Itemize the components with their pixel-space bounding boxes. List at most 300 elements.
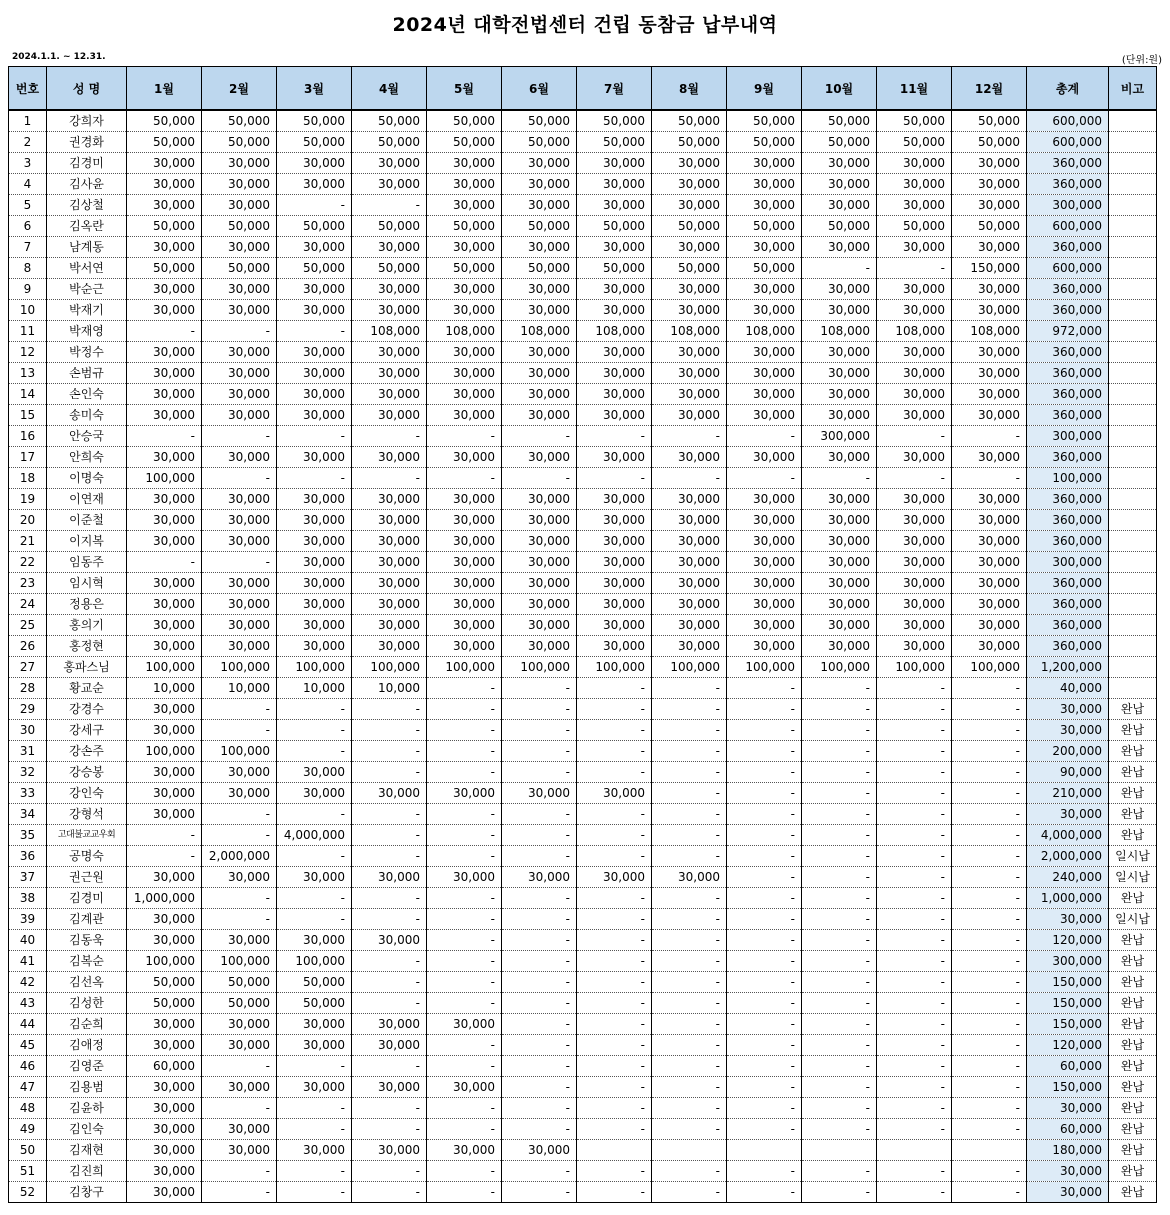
month-cell: 30,000 — [202, 867, 277, 888]
month-cell: - — [877, 888, 952, 909]
table-row — [9, 174, 1157, 195]
month-cell: - — [952, 468, 1027, 489]
total-cell: 300,000 — [1027, 951, 1109, 972]
number-cell: 16 — [9, 426, 47, 447]
month-cell: 30,000 — [877, 237, 952, 258]
total-cell: 4,000,000 — [1027, 825, 1109, 846]
month-cell: 30,000 — [352, 1077, 427, 1098]
month-cell: - — [277, 846, 352, 867]
month-cell: 50,000 — [802, 216, 877, 237]
month-cell: 30,000 — [877, 195, 952, 216]
remark-cell — [1109, 110, 1157, 132]
month-cell: 30,000 — [577, 279, 652, 300]
month-cell: - — [577, 1014, 652, 1035]
table-row — [9, 468, 1157, 489]
month-cell: - — [352, 951, 427, 972]
month-cell: 30,000 — [427, 783, 502, 804]
month-cell: - — [952, 720, 1027, 741]
total-cell: 100,000 — [1027, 468, 1109, 489]
month-cell: 30,000 — [952, 363, 1027, 384]
month-cell: 30,000 — [952, 510, 1027, 531]
month-cell: - — [877, 1056, 952, 1077]
month-cell: 30,000 — [427, 405, 502, 426]
number-cell: 4 — [9, 174, 47, 195]
month-cell: 30,000 — [127, 573, 202, 594]
table-row — [9, 1182, 1157, 1203]
month-cell: 50,000 — [877, 110, 952, 132]
month-cell: - — [427, 972, 502, 993]
month-cell: 30,000 — [127, 531, 202, 552]
month-cell: 50,000 — [727, 132, 802, 153]
month-cell: 30,000 — [277, 342, 352, 363]
month-cell: 30,000 — [427, 153, 502, 174]
total-cell: 30,000 — [1027, 1098, 1109, 1119]
month-cell: - — [952, 1182, 1027, 1203]
month-cell: 50,000 — [277, 216, 352, 237]
month-cell: 10,000 — [202, 678, 277, 699]
month-cell: 4,000,000 — [277, 825, 352, 846]
month-cell: - — [802, 930, 877, 951]
month-cell: - — [652, 783, 727, 804]
month-cell: 30,000 — [952, 342, 1027, 363]
month-cell: 30,000 — [127, 447, 202, 468]
month-cell: - — [952, 825, 1027, 846]
month-cell: - — [427, 951, 502, 972]
month-cell: 30,000 — [202, 783, 277, 804]
number-cell: 37 — [9, 867, 47, 888]
month-cell: 30,000 — [577, 447, 652, 468]
month-cell: 30,000 — [727, 195, 802, 216]
remark-cell — [1109, 279, 1157, 300]
month-cell: - — [352, 741, 427, 762]
table-row — [9, 447, 1157, 468]
month-cell: 30,000 — [352, 153, 427, 174]
month-cell: - — [952, 1077, 1027, 1098]
total-cell: 300,000 — [1027, 426, 1109, 447]
month-cell: 50,000 — [952, 216, 1027, 237]
month-cell: - — [952, 888, 1027, 909]
table-row — [9, 741, 1157, 762]
month-cell: - — [877, 972, 952, 993]
table-row — [9, 216, 1157, 237]
month-cell: 30,000 — [502, 552, 577, 573]
number-cell: 48 — [9, 1098, 47, 1119]
month-cell: - — [502, 1035, 577, 1056]
name-cell: 임동주 — [47, 552, 127, 573]
name-cell: 박재기 — [47, 300, 127, 321]
month-cell: 50,000 — [127, 258, 202, 279]
month-cell: - — [352, 426, 427, 447]
month-cell: 30,000 — [202, 762, 277, 783]
month-cell: - — [802, 1014, 877, 1035]
month-cell: 108,000 — [952, 321, 1027, 342]
month-cell: 50,000 — [352, 110, 427, 132]
total-cell: 360,000 — [1027, 342, 1109, 363]
remark-cell — [1109, 342, 1157, 363]
month-cell — [727, 1140, 802, 1161]
column-header: 7월 — [577, 67, 652, 111]
month-cell: - — [877, 867, 952, 888]
month-cell: - — [877, 804, 952, 825]
month-cell: 30,000 — [952, 153, 1027, 174]
month-cell: - — [502, 762, 577, 783]
month-cell: - — [652, 720, 727, 741]
month-cell: - — [577, 804, 652, 825]
month-cell: 50,000 — [652, 132, 727, 153]
table-row — [9, 972, 1157, 993]
month-cell: 30,000 — [352, 300, 427, 321]
month-cell: - — [952, 846, 1027, 867]
remark-cell — [1109, 237, 1157, 258]
month-cell: 30,000 — [352, 531, 427, 552]
month-cell: - — [427, 846, 502, 867]
month-cell: 108,000 — [502, 321, 577, 342]
month-cell: 30,000 — [877, 279, 952, 300]
remark-cell — [1109, 384, 1157, 405]
month-cell: 30,000 — [802, 447, 877, 468]
month-cell: - — [877, 951, 952, 972]
month-cell: 30,000 — [652, 867, 727, 888]
month-cell: 30,000 — [127, 783, 202, 804]
month-cell: - — [877, 699, 952, 720]
month-cell: - — [952, 930, 1027, 951]
month-cell: 30,000 — [652, 384, 727, 405]
month-cell: 30,000 — [952, 279, 1027, 300]
name-cell: 김용범 — [47, 1077, 127, 1098]
month-cell: 30,000 — [802, 384, 877, 405]
number-cell: 24 — [9, 594, 47, 615]
month-cell: 30,000 — [277, 1035, 352, 1056]
total-cell: 360,000 — [1027, 594, 1109, 615]
month-cell: 30,000 — [277, 594, 352, 615]
month-cell: 30,000 — [502, 636, 577, 657]
month-cell: 50,000 — [727, 110, 802, 132]
month-cell: 30,000 — [427, 489, 502, 510]
month-cell: 30,000 — [652, 279, 727, 300]
number-cell: 21 — [9, 531, 47, 552]
month-cell: 100,000 — [277, 657, 352, 678]
remark-cell — [1109, 174, 1157, 195]
month-cell: - — [802, 1056, 877, 1077]
name-cell: 송미숙 — [47, 405, 127, 426]
number-cell: 42 — [9, 972, 47, 993]
table-row — [9, 993, 1157, 1014]
month-cell: 1,000,000 — [127, 888, 202, 909]
month-cell: 30,000 — [427, 510, 502, 531]
number-cell: 22 — [9, 552, 47, 573]
month-cell: 30,000 — [577, 363, 652, 384]
month-cell: - — [727, 972, 802, 993]
month-cell: 30,000 — [802, 153, 877, 174]
name-cell: 이연재 — [47, 489, 127, 510]
total-cell: 60,000 — [1027, 1056, 1109, 1077]
month-cell: 30,000 — [202, 384, 277, 405]
month-cell: 30,000 — [577, 636, 652, 657]
month-cell: - — [202, 825, 277, 846]
month-cell: 30,000 — [277, 279, 352, 300]
month-cell: 30,000 — [652, 153, 727, 174]
month-cell: 30,000 — [352, 573, 427, 594]
remark-cell — [1109, 594, 1157, 615]
month-cell: 30,000 — [727, 573, 802, 594]
name-cell: 박순근 — [47, 279, 127, 300]
month-cell: - — [427, 1119, 502, 1140]
number-cell: 50 — [9, 1140, 47, 1161]
month-cell: 30,000 — [127, 279, 202, 300]
table-row — [9, 153, 1157, 174]
month-cell: 30,000 — [427, 195, 502, 216]
month-cell: - — [352, 846, 427, 867]
month-cell: - — [652, 1056, 727, 1077]
number-cell: 33 — [9, 783, 47, 804]
month-cell: - — [877, 1035, 952, 1056]
total-cell: 300,000 — [1027, 552, 1109, 573]
month-cell: - — [427, 1056, 502, 1077]
month-cell: - — [802, 678, 877, 699]
month-cell: - — [802, 951, 877, 972]
month-cell: - — [952, 804, 1027, 825]
month-cell: - — [502, 468, 577, 489]
month-cell: 30,000 — [952, 489, 1027, 510]
month-cell: 30,000 — [952, 531, 1027, 552]
remark-cell — [1109, 216, 1157, 237]
month-cell: 30,000 — [877, 405, 952, 426]
total-cell: 150,000 — [1027, 993, 1109, 1014]
month-cell: 30,000 — [577, 783, 652, 804]
month-cell: 30,000 — [952, 573, 1027, 594]
month-cell: 30,000 — [202, 1077, 277, 1098]
month-cell: 30,000 — [352, 447, 427, 468]
month-cell: 30,000 — [727, 552, 802, 573]
month-cell: 30,000 — [802, 237, 877, 258]
number-cell: 9 — [9, 279, 47, 300]
column-header: 5월 — [427, 67, 502, 111]
month-cell: - — [127, 321, 202, 342]
month-cell: - — [127, 846, 202, 867]
month-cell: - — [577, 1182, 652, 1203]
month-cell: - — [577, 846, 652, 867]
header-row — [9, 67, 1157, 111]
month-cell: 30,000 — [127, 1119, 202, 1140]
month-cell: 30,000 — [277, 174, 352, 195]
month-cell: - — [652, 846, 727, 867]
month-cell: 30,000 — [502, 783, 577, 804]
month-cell: 30,000 — [877, 489, 952, 510]
name-cell: 이준철 — [47, 510, 127, 531]
month-cell: 30,000 — [127, 1077, 202, 1098]
month-cell: 30,000 — [127, 510, 202, 531]
table-row — [9, 237, 1157, 258]
month-cell: - — [277, 699, 352, 720]
month-cell: 30,000 — [202, 573, 277, 594]
month-cell: - — [277, 804, 352, 825]
month-cell: 30,000 — [202, 447, 277, 468]
month-cell: 30,000 — [277, 489, 352, 510]
month-cell: - — [727, 699, 802, 720]
number-cell: 23 — [9, 573, 47, 594]
month-cell: - — [202, 804, 277, 825]
remark-cell — [1109, 132, 1157, 153]
number-cell: 3 — [9, 153, 47, 174]
remark-cell: 완납 — [1109, 1119, 1157, 1140]
month-cell: - — [427, 1182, 502, 1203]
month-cell: 30,000 — [502, 489, 577, 510]
remark-cell: 완납 — [1109, 1056, 1157, 1077]
month-cell: 100,000 — [727, 657, 802, 678]
month-cell: - — [652, 1014, 727, 1035]
table-row — [9, 531, 1157, 552]
month-cell: 50,000 — [502, 110, 577, 132]
month-cell: 30,000 — [502, 867, 577, 888]
month-cell: 100,000 — [127, 657, 202, 678]
month-cell: 30,000 — [127, 930, 202, 951]
month-cell: 30,000 — [952, 384, 1027, 405]
number-cell: 36 — [9, 846, 47, 867]
month-cell: 30,000 — [202, 1140, 277, 1161]
name-cell: 박정수 — [47, 342, 127, 363]
month-cell: - — [352, 1119, 427, 1140]
month-cell: 30,000 — [352, 237, 427, 258]
month-cell: 50,000 — [952, 110, 1027, 132]
month-cell: 30,000 — [277, 783, 352, 804]
month-cell: - — [727, 1098, 802, 1119]
month-cell: 50,000 — [202, 110, 277, 132]
month-cell: 30,000 — [877, 342, 952, 363]
number-cell: 11 — [9, 321, 47, 342]
month-cell: 30,000 — [952, 594, 1027, 615]
month-cell: 30,000 — [277, 1077, 352, 1098]
month-cell: 30,000 — [427, 300, 502, 321]
number-cell: 52 — [9, 1182, 47, 1203]
total-cell: 360,000 — [1027, 615, 1109, 636]
month-cell: 108,000 — [652, 321, 727, 342]
month-cell: 100,000 — [502, 657, 577, 678]
month-cell: 30,000 — [652, 237, 727, 258]
month-cell: 30,000 — [502, 363, 577, 384]
remark-cell: 완납 — [1109, 1161, 1157, 1182]
month-cell: - — [802, 804, 877, 825]
month-cell: 30,000 — [202, 1119, 277, 1140]
payment-table — [8, 66, 1157, 1203]
month-cell — [652, 1140, 727, 1161]
month-cell: - — [502, 1077, 577, 1098]
month-cell: - — [502, 1056, 577, 1077]
table-row — [9, 552, 1157, 573]
month-cell: 50,000 — [352, 216, 427, 237]
month-cell: - — [502, 1014, 577, 1035]
table-row — [9, 720, 1157, 741]
month-cell: 30,000 — [952, 636, 1027, 657]
month-cell: 30,000 — [502, 342, 577, 363]
remark-cell — [1109, 426, 1157, 447]
month-cell: - — [577, 468, 652, 489]
month-cell: 30,000 — [202, 174, 277, 195]
month-cell: - — [877, 993, 952, 1014]
month-cell: - — [652, 468, 727, 489]
month-cell: 10,000 — [277, 678, 352, 699]
month-cell: 30,000 — [427, 1140, 502, 1161]
table-row — [9, 1056, 1157, 1077]
month-cell: - — [652, 930, 727, 951]
month-cell: - — [727, 1182, 802, 1203]
name-cell: 김복순 — [47, 951, 127, 972]
table-row — [9, 132, 1157, 153]
month-cell: - — [577, 699, 652, 720]
month-cell: - — [502, 888, 577, 909]
month-cell: 30,000 — [727, 237, 802, 258]
total-cell: 240,000 — [1027, 867, 1109, 888]
month-cell: - — [352, 720, 427, 741]
month-cell: 50,000 — [652, 258, 727, 279]
month-cell: 30,000 — [277, 615, 352, 636]
month-cell: 30,000 — [202, 195, 277, 216]
month-cell: 30,000 — [727, 405, 802, 426]
month-cell: 30,000 — [952, 615, 1027, 636]
month-cell: 30,000 — [427, 447, 502, 468]
month-cell: 30,000 — [502, 531, 577, 552]
month-cell: 30,000 — [577, 342, 652, 363]
month-cell: 50,000 — [127, 993, 202, 1014]
name-cell: 김계관 — [47, 909, 127, 930]
month-cell: 30,000 — [277, 237, 352, 258]
month-cell: 100,000 — [952, 657, 1027, 678]
month-cell: 30,000 — [277, 153, 352, 174]
name-cell: 강형석 — [47, 804, 127, 825]
month-cell: 30,000 — [652, 594, 727, 615]
table-row — [9, 510, 1157, 531]
total-cell: 1,200,000 — [1027, 657, 1109, 678]
table-row — [9, 636, 1157, 657]
month-cell: 30,000 — [802, 363, 877, 384]
month-cell: - — [502, 909, 577, 930]
remark-cell: 완납 — [1109, 1035, 1157, 1056]
month-cell: 30,000 — [577, 153, 652, 174]
month-cell: 30,000 — [202, 531, 277, 552]
remark-cell — [1109, 657, 1157, 678]
month-cell: 30,000 — [352, 174, 427, 195]
month-cell: 30,000 — [727, 615, 802, 636]
month-cell: - — [727, 1119, 802, 1140]
month-cell: - — [877, 678, 952, 699]
month-cell: - — [952, 909, 1027, 930]
remark-cell: 완납 — [1109, 825, 1157, 846]
month-cell: 30,000 — [352, 384, 427, 405]
month-cell: 30,000 — [802, 489, 877, 510]
name-cell: 김옥란 — [47, 216, 127, 237]
month-cell: 50,000 — [502, 132, 577, 153]
month-cell: 30,000 — [502, 615, 577, 636]
month-cell: 30,000 — [352, 363, 427, 384]
total-cell: 150,000 — [1027, 1077, 1109, 1098]
month-cell: 30,000 — [727, 384, 802, 405]
month-cell: 30,000 — [877, 384, 952, 405]
month-cell: 30,000 — [352, 867, 427, 888]
remark-cell: 완납 — [1109, 741, 1157, 762]
month-cell: - — [802, 1119, 877, 1140]
month-cell: - — [352, 825, 427, 846]
month-cell: 50,000 — [277, 258, 352, 279]
month-cell: 150,000 — [952, 258, 1027, 279]
month-cell: 30,000 — [352, 552, 427, 573]
number-cell: 30 — [9, 720, 47, 741]
month-cell: 30,000 — [577, 573, 652, 594]
number-cell: 14 — [9, 384, 47, 405]
month-cell: 30,000 — [202, 510, 277, 531]
table-row — [9, 825, 1157, 846]
month-cell: 30,000 — [127, 1182, 202, 1203]
name-cell: 강손주 — [47, 741, 127, 762]
month-cell: - — [352, 909, 427, 930]
